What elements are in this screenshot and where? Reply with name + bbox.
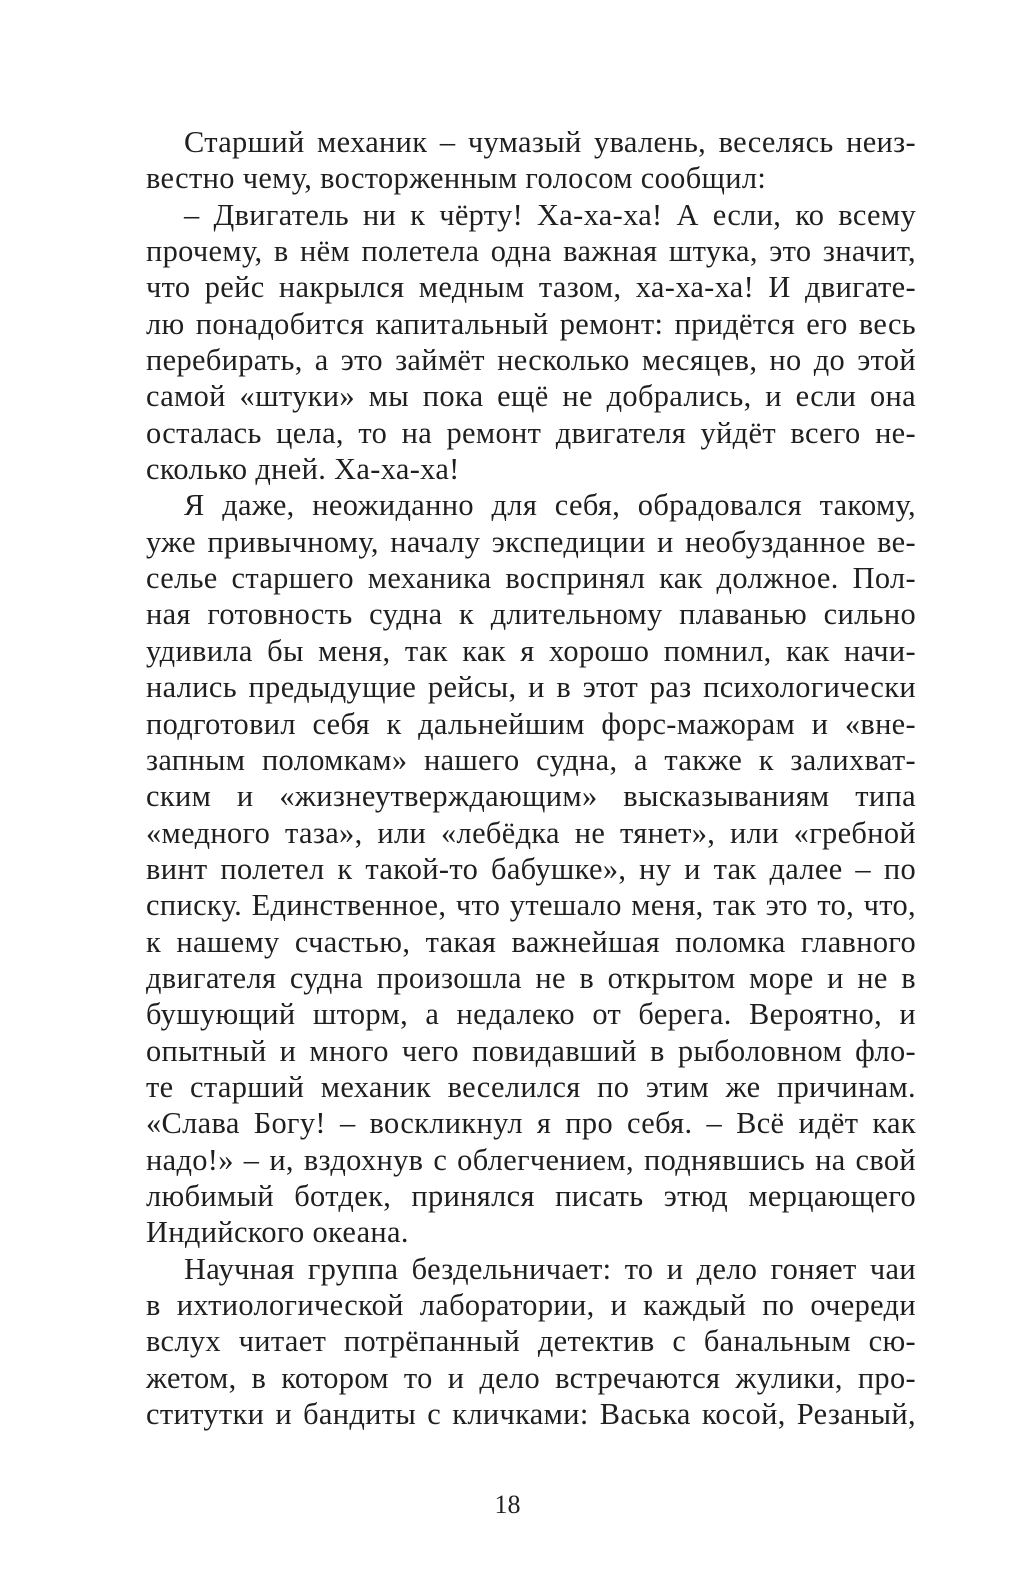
text-line: Я даже, неожиданно для себя, обрадовался такому, [184, 488, 916, 523]
text-line: надо!» – и, вздохнув с облегчением, поднявшись на свой [146, 1142, 916, 1177]
text-line: селье старшего механика воспринял как должное. Пол- [146, 561, 916, 596]
text-line: бушующий шторм, а недалеко от берега. Вероятно, и [146, 997, 916, 1032]
text-line: жетом, в котором то и дело встречаются жулики, про- [146, 1360, 916, 1395]
text-line: «Слава Богу! – воскликнул я про себя. – Всё идёт как [146, 1106, 916, 1141]
text-line: самой «штуки» мы пока ещё не добрались, и если она [146, 379, 916, 414]
paragraph [146, 1251, 916, 1433]
text-line: Индийского океана. [146, 1215, 409, 1250]
text-line: лю понадобится капитальный ремонт: придётся его весь [146, 306, 916, 341]
text-line: к нашему счастью, такая важнейшая поломка главного [146, 924, 916, 959]
text-line: двигателя судна произошла не в открытом море и не в [146, 960, 916, 995]
text-line: любимый ботдек, принялся писать этюд мерцающего [146, 1178, 916, 1213]
paragraph [146, 197, 916, 488]
text-line: ная готовность судна к длительному плаванью сильно [146, 597, 916, 632]
text-line: ским и «жизнеутверждающим» высказываниям типа [146, 779, 916, 814]
text-line: опытный и много чего повидавший в рыболовном фло- [146, 1033, 916, 1068]
paragraph [146, 487, 916, 1250]
text-line: «медного таза», или «лебёдка не тянет», или «гребной [146, 815, 916, 850]
text-line: вслух читает потрёпанный детектив с банальным сю- [146, 1324, 916, 1359]
page-number: 18 [494, 1490, 521, 1519]
text-line: Старший механик – чумазый увалень, веселясь неиз- [184, 125, 916, 159]
text-line: списку. Единственное, что утешало меня, так это то, что, [146, 888, 916, 923]
body-text [146, 124, 916, 1432]
text-line: запным поломкам» нашего судна, а также к залихват- [146, 742, 916, 777]
text-line: осталась цела, то на ремонт двигателя уйдёт всего не- [146, 415, 916, 450]
text-line: что рейс накрылся медным тазом, ха-ха-ха! И двигате- [146, 270, 916, 305]
text-line: ститутки и бандиты с кличками: Васька косой, Резаный, [146, 1397, 916, 1432]
paragraph [146, 124, 916, 197]
text-line: Научная группа бездельничает: то и дело гоняет чаи [184, 1251, 916, 1286]
text-line: вестно чему, восторженным голосом сообщил: [146, 161, 767, 196]
text-line: подготовил себя к дальнейшим форс-мажорам и «вне- [146, 706, 916, 741]
text-line: нались предыдущие рейсы, и в этот раз психологически [146, 670, 916, 705]
text-line: сколько дней. Ха-ха-ха! [146, 452, 460, 487]
text-line: удивила бы меня, так как я хорошо помнил, как начи- [146, 633, 916, 668]
text-line: прочему, в нём полетела одна важная штука, это значит, [146, 234, 916, 269]
text-line: те старший механик веселился по этим же причинам. [146, 1069, 916, 1104]
text-line: уже привычному, началу экспедиции и необузданное ве- [146, 524, 916, 559]
text-line: винт полетел к такой-то бабушке», ну и так далее – по [146, 851, 916, 886]
text-line: перебирать, а это займёт несколько месяцев, но до этой [146, 343, 916, 378]
text-line: в ихтиологической лаборатории, и каждый по очереди [146, 1288, 916, 1322]
text-line: – Двигатель ни к чёрту! Ха-ха-ха! А если, ко всему [184, 197, 916, 232]
